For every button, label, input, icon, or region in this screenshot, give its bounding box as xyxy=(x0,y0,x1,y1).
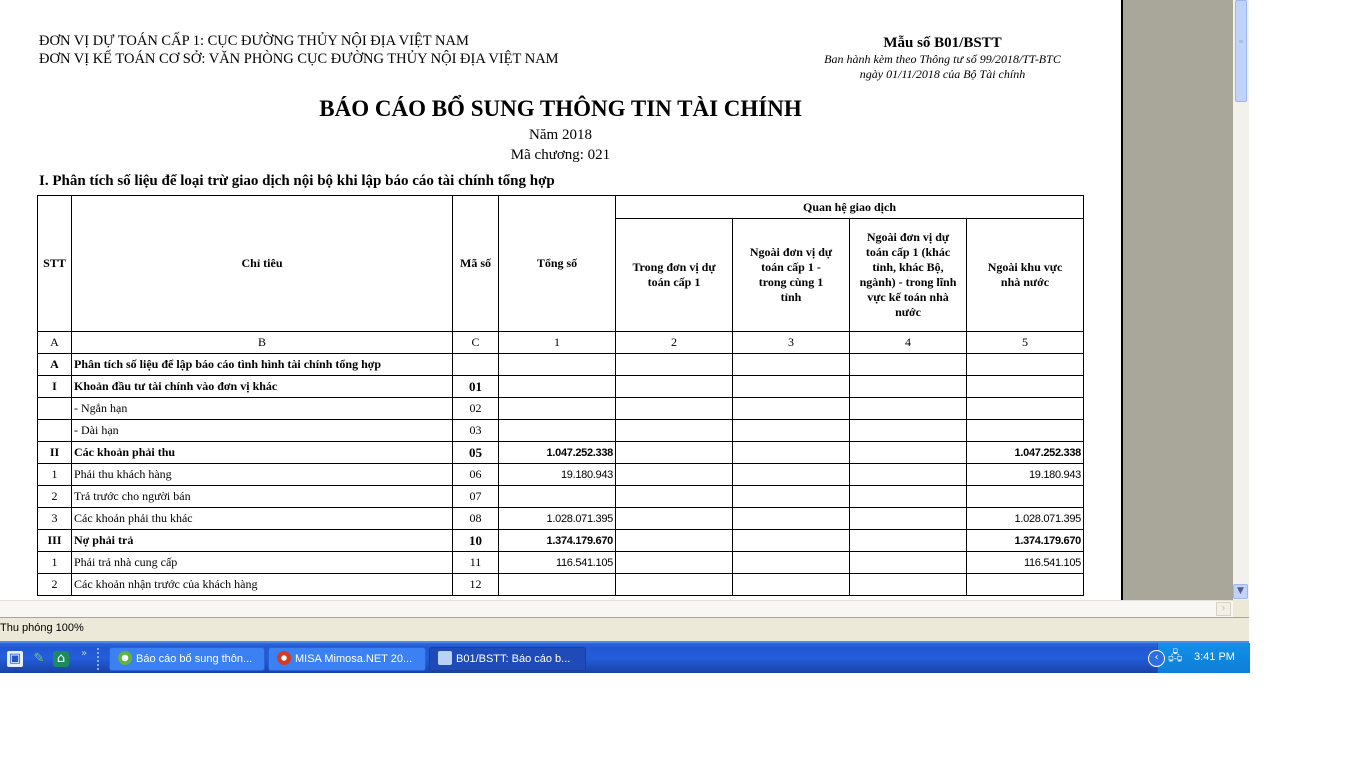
taskbar-grip[interactable] xyxy=(97,648,102,670)
table-row xyxy=(38,464,1084,486)
row-stt: 1 xyxy=(38,552,72,574)
report-chapter: Mã chương: 021 xyxy=(510,147,611,163)
row-total: 1.028.071.395 xyxy=(499,508,616,530)
row-total xyxy=(499,354,616,376)
row-within-unit xyxy=(616,354,733,376)
column-number: B xyxy=(72,332,453,354)
show-desktop-icon[interactable]: ▣ xyxy=(8,651,22,666)
table-row xyxy=(38,552,1084,574)
table-row xyxy=(38,442,1084,464)
header-within-unit-text: Trong đơn vị dự toán cấp 1 xyxy=(632,260,716,289)
row-outside-same-province xyxy=(733,398,850,420)
row-within-unit xyxy=(616,530,733,552)
row-total xyxy=(499,398,616,420)
taskbar xyxy=(0,641,1249,673)
row-non-state xyxy=(967,376,1084,398)
row-total xyxy=(499,486,616,508)
row-outside-same-province xyxy=(733,442,850,464)
misa-icon xyxy=(277,651,291,665)
row-non-state xyxy=(967,398,1084,420)
header-transaction-group: Quan hệ giao dịch xyxy=(616,196,1084,219)
row-outside-same-province xyxy=(733,552,850,574)
taskbar-button-b01[interactable] xyxy=(429,647,586,671)
pen-icon[interactable]: ✎ xyxy=(33,651,45,666)
table-row xyxy=(38,354,1084,376)
row-within-unit xyxy=(616,464,733,486)
report-year: Năm 2018 xyxy=(529,127,592,143)
row-outside-other xyxy=(850,376,967,398)
row-outside-same-province xyxy=(733,464,850,486)
row-code: 05 xyxy=(453,442,499,464)
row-outside-same-province xyxy=(733,508,850,530)
row-indicator: Các khoản phải thu khác xyxy=(72,508,453,530)
row-code: 11 xyxy=(453,552,499,574)
column-number: 1 xyxy=(499,332,616,354)
report-table xyxy=(37,195,1084,596)
row-outside-other xyxy=(850,398,967,420)
scroll-corner xyxy=(1233,600,1249,617)
app-icon[interactable]: ⌂ xyxy=(53,651,69,667)
row-outside-other xyxy=(850,420,967,442)
horizontal-scrollbar[interactable] xyxy=(0,600,1233,618)
row-total xyxy=(499,420,616,442)
row-outside-other xyxy=(850,464,967,486)
vertical-scroll-thumb[interactable] xyxy=(1235,0,1247,102)
taskbar-button-label: B01/BSTT: Báo cáo b... xyxy=(456,653,571,665)
header-non-state xyxy=(967,219,1084,332)
row-stt xyxy=(38,420,72,442)
scroll-down-button[interactable] xyxy=(1233,584,1248,599)
taskbar-button-label: Báo cáo bổ sung thôn... xyxy=(136,653,253,665)
row-non-state: 1.374.179.670 xyxy=(967,530,1084,552)
row-code: 07 xyxy=(453,486,499,508)
system-tray xyxy=(1154,643,1250,673)
header-outside-same-province-text: Ngoài đơn vị dự toán cấp 1 - trong cùng 1 tỉnh xyxy=(749,245,833,304)
table-row xyxy=(38,420,1084,442)
row-total xyxy=(499,376,616,398)
form-issued: Ban hành kèm theo Thông tư số 99/2018/TT-BTC xyxy=(824,52,1061,66)
form-header xyxy=(790,34,1095,82)
row-stt: 1 xyxy=(38,464,72,486)
row-within-unit xyxy=(616,486,733,508)
row-stt: 2 xyxy=(38,574,72,596)
table-row xyxy=(38,376,1084,398)
row-non-state: 1.047.252.338 xyxy=(967,442,1084,464)
row-non-state: 116.541.105 xyxy=(967,552,1084,574)
row-stt: 3 xyxy=(38,508,72,530)
row-outside-other xyxy=(850,552,967,574)
row-outside-same-province xyxy=(733,574,850,596)
document-icon xyxy=(438,651,452,665)
row-stt: A xyxy=(38,354,72,376)
row-outside-same-province xyxy=(733,420,850,442)
row-total: 1.374.179.670 xyxy=(499,530,616,552)
chevron-more-icon[interactable]: » xyxy=(81,648,88,659)
row-stt: II xyxy=(38,442,72,464)
row-code: 10 xyxy=(453,530,499,552)
row-stt: I xyxy=(38,376,72,398)
row-outside-other xyxy=(850,442,967,464)
header-total: Tổng số xyxy=(499,196,616,332)
row-code: 01 xyxy=(453,376,499,398)
header-code: Mã số xyxy=(453,196,499,332)
row-outside-other xyxy=(850,530,967,552)
header-non-state-text: Ngoài khu vực nhà nước xyxy=(987,260,1063,289)
row-indicator: - Dài hạn xyxy=(72,420,453,442)
row-stt: III xyxy=(38,530,72,552)
row-indicator: Nợ phải trả xyxy=(72,530,453,552)
row-code xyxy=(453,354,499,376)
column-number: C xyxy=(453,332,499,354)
row-within-unit xyxy=(616,574,733,596)
unit-base: ĐƠN VỊ KẾ TOÁN CƠ SỞ: VĂN PHÒNG CỤC ĐƯỜNG THỦY NỘI ĐỊA VIỆT NAM xyxy=(39,51,559,67)
header-outside-other-text: Ngoài đơn vị dự toán cấp 1 (khác tỉnh, khác Bộ, ngành) - trong lĩnh vực kế toán nhà nước xyxy=(859,230,957,319)
row-within-unit xyxy=(616,508,733,530)
row-indicator: Trả trước cho người bán xyxy=(72,486,453,508)
chevron-down-icon: ▼ xyxy=(1237,586,1244,596)
row-within-unit xyxy=(616,552,733,574)
row-non-state xyxy=(967,486,1084,508)
row-indicator: Phân tích số liệu để lập báo cáo tình hình tài chính tổng hợp xyxy=(72,354,453,376)
table-row xyxy=(38,398,1084,420)
row-outside-other xyxy=(850,486,967,508)
row-code: 06 xyxy=(453,464,499,486)
chevron-right-icon: › xyxy=(1221,603,1226,614)
row-indicator: Phải thu khách hàng xyxy=(72,464,453,486)
row-total: 19.180.943 xyxy=(499,464,616,486)
column-number: 3 xyxy=(733,332,850,354)
row-code: 12 xyxy=(453,574,499,596)
row-outside-same-province xyxy=(733,376,850,398)
taskbar-button-report-app[interactable] xyxy=(109,647,265,671)
row-outside-same-province xyxy=(733,486,850,508)
row-code: 08 xyxy=(453,508,499,530)
row-non-state xyxy=(967,420,1084,442)
row-within-unit xyxy=(616,442,733,464)
clock[interactable]: 3:41 PM xyxy=(1194,651,1235,663)
row-within-unit xyxy=(616,420,733,442)
header-stt: STT xyxy=(38,196,72,332)
scroll-right-button[interactable] xyxy=(1216,602,1231,616)
row-total: 1.047.252.338 xyxy=(499,442,616,464)
row-outside-other xyxy=(850,574,967,596)
row-total: 116.541.105 xyxy=(499,552,616,574)
status-bar xyxy=(0,617,1249,641)
row-indicator: Các khoản nhận trước của khách hàng xyxy=(72,574,453,596)
section-title: I. Phân tích số liệu để loại trừ giao dịch nội bộ khi lập báo cáo tài chính tổng hợp xyxy=(39,173,555,189)
header-indicator: Chỉ tiêu xyxy=(72,196,453,332)
row-stt: 2 xyxy=(38,486,72,508)
taskbar-button-misa[interactable] xyxy=(268,647,426,671)
row-within-unit xyxy=(616,398,733,420)
row-non-state xyxy=(967,354,1084,376)
form-number: Mẫu số B01/BSTT xyxy=(883,35,1002,51)
row-non-state: 19.180.943 xyxy=(967,464,1084,486)
row-outside-other xyxy=(850,354,967,376)
row-within-unit xyxy=(616,376,733,398)
zoom-status: Thu phóng 100% xyxy=(0,622,84,634)
row-indicator: - Ngắn hạn xyxy=(72,398,453,420)
row-total xyxy=(499,574,616,596)
row-outside-same-province xyxy=(733,530,850,552)
row-outside-other xyxy=(850,508,967,530)
column-number: 4 xyxy=(850,332,967,354)
column-number: 2 xyxy=(616,332,733,354)
row-non-state: 1.028.071.395 xyxy=(967,508,1084,530)
table-row xyxy=(38,508,1084,530)
tray-expand-icon[interactable]: ‹ xyxy=(1148,650,1165,667)
table-row xyxy=(38,530,1084,552)
row-outside-same-province xyxy=(733,354,850,376)
grip-icon: ≡ xyxy=(1238,37,1244,46)
header-outside-same-province xyxy=(733,219,850,332)
taskbar-button-label: MISA Mimosa.NET 20... xyxy=(295,653,413,665)
column-number: 5 xyxy=(967,332,1084,354)
table-row xyxy=(38,486,1084,508)
row-indicator: Các khoản phải thu xyxy=(72,442,453,464)
row-stt xyxy=(38,398,72,420)
header-outside-other xyxy=(850,219,967,332)
column-number: A xyxy=(38,332,72,354)
header-within-unit xyxy=(616,219,733,332)
report-app-icon xyxy=(118,651,132,665)
row-indicator: Khoản đầu tư tài chính vào đơn vị khác xyxy=(72,376,453,398)
unit-level1: ĐƠN VỊ DỰ TOÁN CẤP 1: CỤC ĐƯỜNG THỦY NỘI ĐỊA VIỆT NAM xyxy=(39,33,469,49)
network-icon[interactable]: 🖧 xyxy=(1168,649,1183,664)
form-date: ngày 01/11/2018 của Bộ Tài chính xyxy=(859,67,1026,81)
table-row xyxy=(38,574,1084,596)
row-non-state xyxy=(967,574,1084,596)
report-title: BÁO CÁO BỔ SUNG THÔNG TIN TÀI CHÍNH xyxy=(319,96,802,121)
unit-header xyxy=(39,32,559,68)
row-code: 02 xyxy=(453,398,499,420)
column-number-row xyxy=(38,332,1084,354)
row-indicator: Phải trả nhà cung cấp xyxy=(72,552,453,574)
row-code: 03 xyxy=(453,420,499,442)
